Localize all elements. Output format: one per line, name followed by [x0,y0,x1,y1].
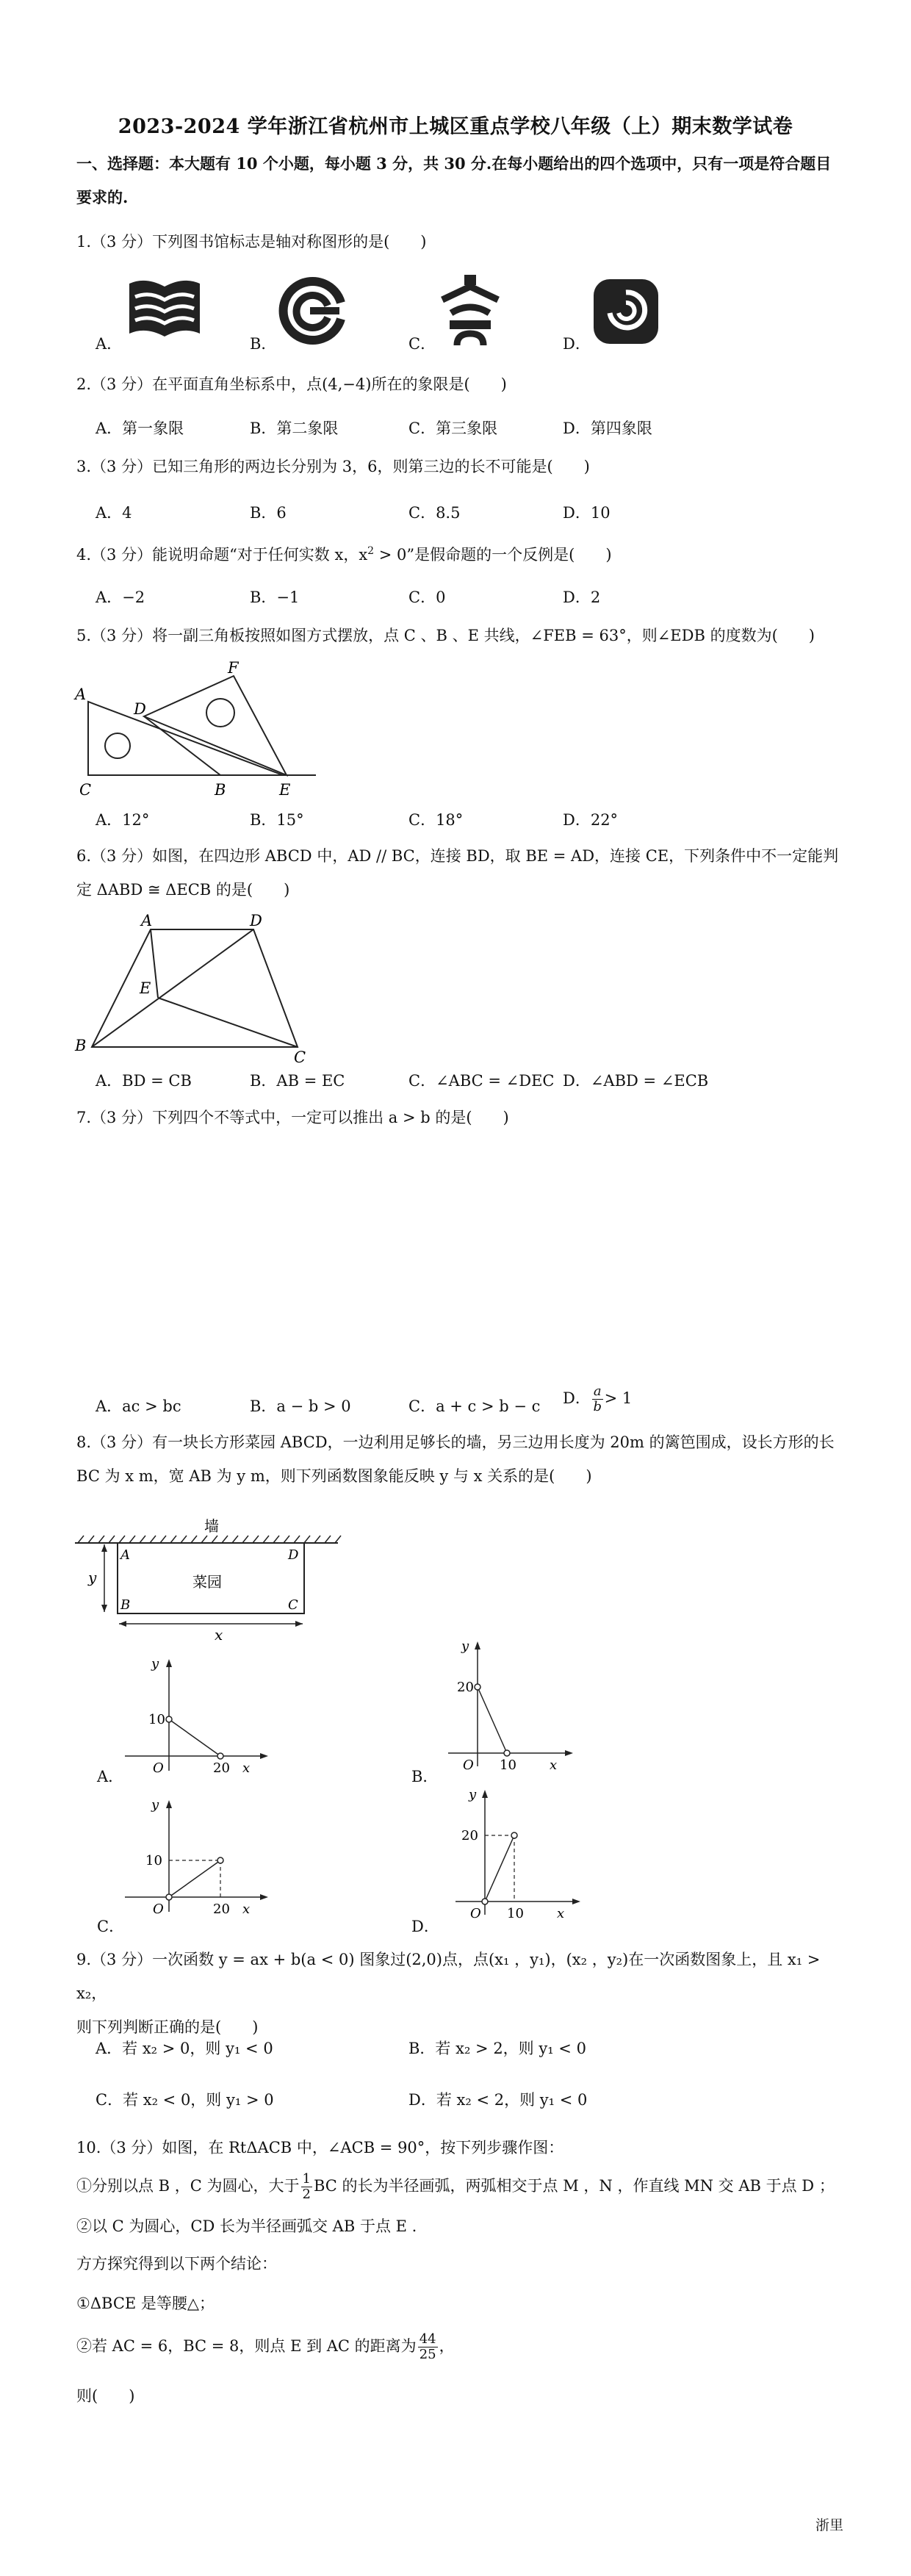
q8-option-a[interactable]: A． [97,1768,124,1785]
q5-label-e: E [279,781,291,799]
question-4-stem-part2: > 0”是假命题的一个反例是( ) [374,546,612,564]
question-3-option-a[interactable]: A．4 [96,504,132,522]
q8-label-y: y [88,1569,97,1586]
question-7-fraction [592,1384,603,1414]
question-6-option-c[interactable]: C．∠ABC = ∠DEC [408,1072,555,1090]
question-9-option-d[interactable]: D．若 x₂ < 2，则 y₁ < 0 [408,2091,588,2109]
q8-graph-d-origin: O [470,1906,481,1921]
section-heading-line1: 一、选择题：本大题有 10 个小题，每小题 3 分，共 30 分.在每小题给出的四个选项中，只有一项是符合题目 [76,154,832,173]
question-3-option-b[interactable]: B．6 [250,504,287,522]
question-3-option-d[interactable]: D．10 [563,504,611,522]
question-8-stem [76,1425,848,1493]
q8-graph-c-xval: 20 [213,1902,230,1917]
question-7-fraction-num: a [593,1384,602,1399]
q8-option-b[interactable]: B． [411,1768,439,1785]
question-6-figure [73,911,323,1065]
question-7-option-b[interactable]: B．a − b > 0 [250,1397,351,1415]
question-10-step1-part2: BC 的长为半径画弧，两弧相交于点 M ，N ，作直线 MN 交 AB 于点 D ； [313,2177,835,2195]
question-1-stem: 1.（3 分）下列图书馆标志是轴对称图形的是( ) [76,233,427,251]
q8-label-d: D [288,1547,299,1563]
q6-label-c: C [294,1048,306,1065]
q8-wall-label: 墙 [204,1517,219,1535]
question-10-distance-num: 44 [419,2331,436,2347]
q8-label-a: A [120,1547,130,1563]
question-5-option-c[interactable]: C．18° [408,811,464,829]
q8-graph-c-y: y [151,1797,159,1813]
question-4-option-d[interactable]: D．2 [563,589,601,606]
question-8-stem-line2: BC 为 x m，宽 AB 为 y m，则下列函数图象能反映 y 与 x 关系的是( ) [76,1467,592,1485]
page-footer: 浙里 [815,2517,843,2533]
q8-graph-d [441,1784,588,1924]
q8-graph-c-origin: O [153,1902,164,1917]
question-10-conclusion-1: ①ΔBCE 是等腰△； [76,2295,215,2312]
q8-graph-d-yval: 20 [461,1828,478,1843]
question-4-stem-part1: 4.（3 分）能说明命题“对于任何实数 x，x [76,546,368,564]
question-9-option-a[interactable]: A．若 x₂ > 0，则 y₁ < 0 [96,2040,273,2057]
q8-label-x: x [215,1626,223,1643]
q6-label-e: E [140,979,151,997]
question-10-conclusion-2-part1: ②若 AC = 6，BC = 8，则点 E 到 AC 的距离为 [76,2337,417,2355]
question-1-option-c[interactable]: C． [408,335,436,353]
question-2-option-d[interactable]: D．第四象限 [563,420,652,437]
question-5-option-b[interactable]: B．15° [250,811,304,829]
q5-label-a: A [75,686,87,703]
q8-graph-a [110,1653,279,1778]
q8-graph-c [110,1794,279,1919]
page-title: 2023-2024 学年浙江省杭州市上城区重点学校八年级（上）期末数学试卷 [118,115,793,138]
question-2-option-b[interactable]: B．第二象限 [250,420,339,437]
q8-graph-a-x: x [242,1760,251,1776]
question-4-option-c[interactable]: C．0 [408,589,446,606]
q8-graph-a-origin: O [153,1760,164,1776]
question-4-exponent: 2 [367,545,375,557]
question-10-conclusion-2-part2: ， [439,2337,455,2355]
question-3-stem: 3.（3 分）已知三角形的两边长分别为 3，6，则第三边的长不可能是( ) [76,458,590,475]
q6-label-b: B [75,1037,87,1054]
question-10-distance-fraction [418,2332,438,2362]
question-6-stem [76,839,848,907]
question-6-option-a[interactable]: A．BD = CB [96,1072,192,1090]
question-6-stem-line2: 定 ΔABD ≅ ΔECB 的是( ) [76,881,290,899]
question-5-stem: 5.（3 分）将一副三角板按照如图方式摆放，点 C 、B 、E 共线，∠FEB = 63°，则∠EDB 的度数为( ) [76,627,815,644]
question-9-stem [76,1943,848,2044]
question-4-option-b[interactable]: B．−1 [250,589,300,606]
question-7-fraction-den: b [593,1399,602,1414]
question-6-stem-line1: 6.（3 分）如图，在四边形 ABCD 中，AD // BC，连接 BD，取 BE = AD，连接 CE，下列条件中不一定能判 [76,847,839,865]
library-logo-c [435,272,505,350]
question-3-option-c[interactable]: C．8.5 [408,504,461,522]
q8-graph-b-y: y [461,1638,469,1654]
question-9-option-b[interactable]: B．若 x₂ > 2，则 y₁ < 0 [408,2040,586,2057]
question-10-ending: 则( ) [76,2387,135,2405]
question-7-option-d-label: D． [563,1389,591,1407]
q8-graph-d-xval: 10 [507,1906,524,1921]
question-9-stem-line2: 则下列判断正确的是( ) [76,2018,259,2036]
question-1-option-a[interactable]: A． [96,335,123,353]
q8-graph-b [433,1636,580,1775]
question-8-garden-figure [73,1511,345,1643]
question-7-fraction-rest: > 1 [604,1389,633,1407]
question-10-intro: 方方探究得到以下两个结论： [76,2255,277,2273]
library-logo-b [276,273,350,347]
question-10-half-num: 1 [302,2171,311,2187]
question-10-step2: ②以 C 为圆心，CD 长为半径画弧交 AB 于点 E . [76,2217,417,2235]
q8-option-c[interactable]: C． [97,1918,125,1935]
q8-graph-b-x: x [550,1757,558,1773]
section-heading-line2: 要求的. [76,188,129,206]
library-logo-a [123,276,206,342]
q8-garden-label: 菜园 [192,1573,222,1591]
q8-graph-c-x: x [242,1902,251,1917]
q5-label-b: B [215,781,226,799]
question-5-option-a[interactable]: A．12° [96,811,150,829]
question-7-option-c[interactable]: C．a + c > b − c [408,1397,541,1415]
question-1-option-d[interactable]: D． [563,335,591,353]
q8-label-b: B [120,1597,131,1613]
question-10-stem: 10.（3 分）如图，在 RtΔACB 中，∠ACB = 90°，按下列步骤作图： [76,2139,564,2156]
q5-label-d: D [134,700,146,718]
q8-graph-c-yval: 10 [145,1853,162,1868]
question-4-option-a[interactable]: A．−2 [96,589,145,606]
question-9-stem-line1: 9.（3 分）一次函数 y = ax + b(a < 0) 图象过(2,0)点，点(x₁ ，y₁)，(x₂ ，y₂)在一次函数图象上，且 x₁ > x₂， [76,1951,821,2002]
q8-label-c: C [288,1597,298,1613]
question-8-stem-line1: 8.（3 分）有一块长方形菜园 ABCD，一边利用足够长的墙，另三边用长度为 20m 的篱笆围成，设长方形的长 [76,1433,835,1451]
question-9-option-c[interactable]: C．若 x₂ < 0，则 y₁ > 0 [96,2091,274,2109]
question-6-option-b[interactable]: B．AB = EC [250,1072,345,1090]
question-1-option-b[interactable]: B． [250,335,277,353]
question-10-half-den: 2 [302,2187,311,2202]
question-2-option-c[interactable]: C．第三象限 [408,420,498,437]
question-4-stem [76,534,848,572]
q8-option-d[interactable]: D． [411,1918,439,1935]
q8-graph-d-x: x [557,1906,565,1921]
q8-graph-d-y: y [469,1787,477,1802]
q5-label-c: C [79,781,92,799]
question-2-stem: 2.（3 分）在平面直角坐标系中，点(4,−4)所在的象限是( ) [76,375,507,393]
question-7-option-d[interactable] [563,1384,632,1414]
question-6-option-d[interactable]: D．∠ABD = ∠ECB [563,1072,709,1090]
question-10-distance-den: 25 [419,2347,436,2362]
q8-graph-b-origin: O [463,1757,474,1773]
question-10-conclusion-2 [76,2329,848,2363]
question-10-step1 [76,2169,848,2203]
q6-label-d: D [250,912,262,929]
question-5-figure [73,661,323,801]
question-2-option-a[interactable]: A．第一象限 [96,420,184,437]
question-10-half-fraction [301,2172,312,2202]
q8-graph-a-yval: 10 [148,1712,165,1727]
q5-label-f: F [228,661,239,677]
question-7-option-a[interactable]: A．ac > bc [96,1397,181,1415]
question-7-stem: 7.（3 分）下列四个不等式中，一定可以推出 a > b 的是( ) [76,1109,509,1126]
q8-graph-a-xval: 20 [213,1760,230,1776]
q8-graph-b-yval: 20 [457,1680,474,1695]
q8-graph-a-y: y [151,1656,159,1672]
question-5-option-d[interactable]: D．22° [563,811,619,829]
question-10-step1-part1: ①分别以点 B ，C 为圆心，大于 [76,2177,300,2195]
q8-graph-b-xval: 10 [500,1757,516,1773]
section-heading [76,147,848,215]
library-logo-d [591,276,661,347]
q6-label-a: A [141,912,153,929]
